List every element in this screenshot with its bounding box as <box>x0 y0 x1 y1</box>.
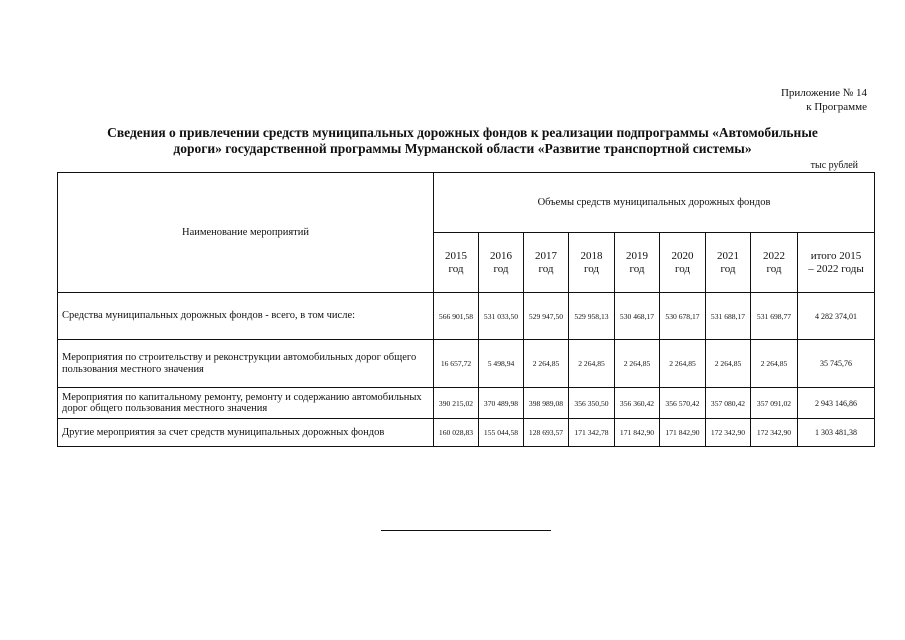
value-cell: 531 698,77 <box>751 293 798 340</box>
value-cell: 5 498,94 <box>479 340 524 388</box>
value-cell: 357 091,02 <box>751 388 798 419</box>
title-line-1: Сведения о привлечении средств муниципальных дорожных фондов к реализации подпрограммы «Автомобильные <box>107 125 818 140</box>
value-cell: 172 342,90 <box>751 419 798 447</box>
value-cell: 172 342,90 <box>706 419 751 447</box>
value-cell: 171 842,90 <box>660 419 706 447</box>
value-cell: 529 958,13 <box>569 293 615 340</box>
table-row <box>58 293 875 340</box>
value-cell: 531 033,50 <box>479 293 524 340</box>
total-cell: 4 282 374,01 <box>798 293 875 340</box>
year-header: 2020 год <box>660 233 706 293</box>
row-name: Мероприятия по капитальному ремонту, ремонту и содержанию автомобильных дорог общего пользования местного значения <box>58 388 434 419</box>
row-name: Средства муниципальных дорожных фондов - всего, в том числе: <box>58 293 434 340</box>
appendix-note <box>781 86 867 114</box>
value-cell: 16 657,72 <box>434 340 479 388</box>
value-cell: 529 947,50 <box>524 293 569 340</box>
row-name: Другие мероприятия за счет средств муниципальных дорожных фондов <box>58 419 434 447</box>
appendix-program: к Программе <box>806 101 867 113</box>
value-cell: 390 215,02 <box>434 388 479 419</box>
value-cell: 531 688,17 <box>706 293 751 340</box>
year-header: 2019 год <box>615 233 660 293</box>
total-header: итого 2015 – 2022 годы <box>798 233 875 293</box>
total-cell: 35 745,76 <box>798 340 875 388</box>
value-cell: 566 901,58 <box>434 293 479 340</box>
value-cell: 2 264,85 <box>524 340 569 388</box>
value-cell: 2 264,85 <box>706 340 751 388</box>
total-cell: 2 943 146,86 <box>798 388 875 419</box>
year-header: 2016 год <box>479 233 524 293</box>
total-cell: 1 303 481,38 <box>798 419 875 447</box>
page-title <box>40 125 885 157</box>
value-cell: 356 350,50 <box>569 388 615 419</box>
value-cell: 2 264,85 <box>660 340 706 388</box>
name-header: Наименование мероприятий <box>58 173 434 293</box>
funds-table <box>57 172 875 447</box>
appendix-number: Приложение № 14 <box>780 87 867 99</box>
value-cell: 370 489,98 <box>479 388 524 419</box>
value-cell: 530 468,17 <box>615 293 660 340</box>
value-cell: 160 028,83 <box>434 419 479 447</box>
value-cell: 171 842,90 <box>615 419 660 447</box>
table-row <box>58 340 875 388</box>
value-cell: 171 342,78 <box>569 419 615 447</box>
year-header: 2018 год <box>569 233 615 293</box>
footer-divider <box>381 530 551 531</box>
value-cell: 128 693,57 <box>524 419 569 447</box>
value-cell: 155 044,58 <box>479 419 524 447</box>
year-header: 2022 год <box>751 233 798 293</box>
row-name: Мероприятия по строительству и реконструкции автомобильных дорог общего пользования местного значения <box>58 340 434 388</box>
year-header: 2021 год <box>706 233 751 293</box>
value-cell: 356 360,42 <box>615 388 660 419</box>
table-row <box>58 419 875 447</box>
group-header: Объемы средств муниципальных дорожных фондов <box>434 173 875 233</box>
year-header: 2017 год <box>524 233 569 293</box>
title-line-2: дороги» государственной программы Мурманской области «Развитие транспортной системы» <box>173 141 752 156</box>
table-row <box>58 388 875 419</box>
unit-label: тыс рублей <box>810 160 858 171</box>
value-cell: 356 570,42 <box>660 388 706 419</box>
year-header: 2015 год <box>434 233 479 293</box>
value-cell: 398 989,08 <box>524 388 569 419</box>
value-cell: 357 080,42 <box>706 388 751 419</box>
value-cell: 2 264,85 <box>751 340 798 388</box>
value-cell: 530 678,17 <box>660 293 706 340</box>
value-cell: 2 264,85 <box>615 340 660 388</box>
value-cell: 2 264,85 <box>569 340 615 388</box>
